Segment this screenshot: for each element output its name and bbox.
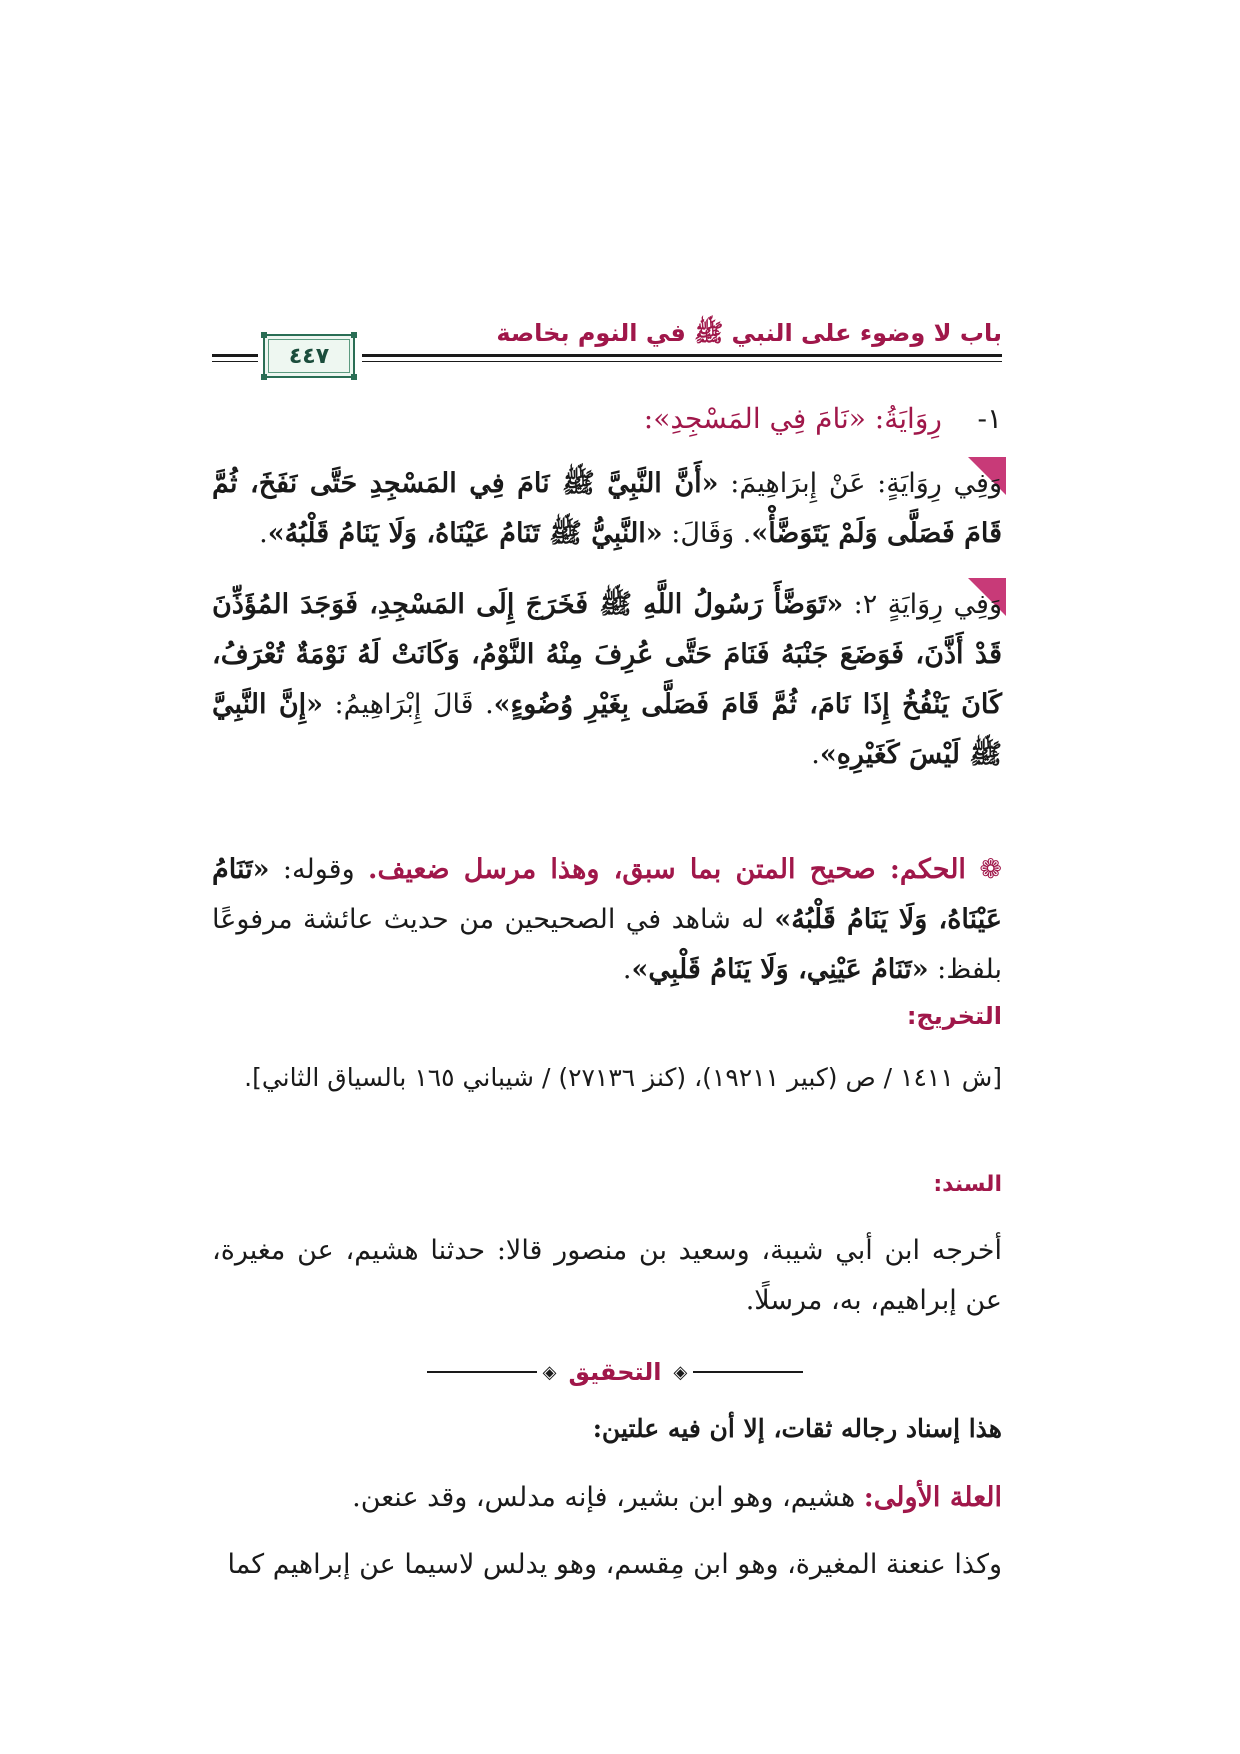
- narration-2: [212, 580, 1002, 780]
- narration-2-end: .: [811, 739, 820, 770]
- header-rule-left-thin: [212, 361, 258, 362]
- narration-1-quote-2: «النَّبِيُّ ﷺ تَنَامُ عَيْنَاهُ، وَلَا يَنَامُ قَلْبُهُ»: [267, 518, 663, 549]
- narration-2-intro: وَفِي رِوَايَةٍ ٢:: [843, 589, 1002, 620]
- sanad-text: أخرجه ابن أبي شيبة، وسعيد بن منصور قالا: حدثنا هشيم، عن مغيرة، عن إبراهيم، به، مرسلًا.: [212, 1235, 1002, 1316]
- flaw-1: [212, 1473, 1002, 1523]
- header-rule-left: [212, 354, 258, 357]
- divider-line: [693, 1371, 803, 1373]
- flaw-1-continued: وكذا عنعنة المغيرة، وهو ابن مِقسم، وهو يدلس لاسيما عن إبراهيم كما: [227, 1549, 1002, 1580]
- narration-1-quote-1: «أَنَّ النَّبِيَّ ﷺ نَامَ فِي المَسْجِدِ حَتَّى نَفَخَ، ثُمَّ قَامَ فَصَلَّى وَلَمْ يَتَوَضَّأْ»: [212, 468, 1002, 549]
- ruling-verdict: صحيح المتن بما سبق، وهذا مرسل ضعيف.: [368, 854, 876, 885]
- ruling-label: الحكم:: [875, 854, 966, 885]
- badge-corner-icon: [351, 374, 357, 380]
- header-rule-right: [362, 354, 1002, 357]
- analysis-intro: هذا إسناد رجاله ثقات، إلا أن فيه علتين:: [592, 1414, 1002, 1443]
- narration-2-quote-2: «إِنَّ النَّبِيَّ ﷺ لَيْسَ كَغَيْرِهِ»: [212, 689, 1002, 770]
- ruling-quote-1: «تَنَامُ عَيْنَاهُ، وَلَا يَنَامُ قَلْبُهُ»: [212, 854, 1002, 935]
- narration-2-quote-1: «تَوَضَّأَ رَسُولُ اللَّهِ ﷺ فَخَرَجَ إِلَى المَسْجِدِ، فَوَجَدَ المُؤَذِّنَ قَدْ أَذَّنَ، فَوَضَعَ جَنْبَهُ فَنَامَ حَتَّى عُرِفَ مِنْهُ النَّوْمُ، وَكَانَتْ لَهُ نَوْمَةٌ تُعْرَفُ، كَانَ يَنْفُخُ إِذَا نَامَ، ثُمَّ قَامَ فَصَلَّى بِغَيْرِ وُضُوءٍ»: [212, 589, 1002, 720]
- page-number-badge: [263, 334, 355, 378]
- flaw-1-label: العلة الأولى:: [863, 1482, 1002, 1513]
- narration-1-end: .: [259, 518, 268, 549]
- flower-ornament-icon: ❁: [979, 854, 1003, 885]
- divider-line: [427, 1371, 537, 1373]
- ruling-quote-2: «تَنَامُ عَيْنِي، وَلَا يَنَامُ قَلْبِي»: [631, 954, 929, 985]
- ruling-end: .: [622, 954, 632, 985]
- header-rule-right-thin: [362, 361, 1002, 362]
- page-number: ٤٤٧: [288, 343, 330, 369]
- narration-1: [212, 459, 1002, 559]
- divider-ornament-icon: ◈: [542, 1361, 557, 1383]
- badge-corner-icon: [261, 374, 267, 380]
- ruling-text-1: وقوله:: [269, 854, 369, 885]
- tahqiq-label: التحقيق: [568, 1358, 662, 1386]
- tahqiq-divider: [420, 1357, 810, 1387]
- narration-1-intro: وَفِي رِوَايَةٍ: عَنْ إِبرَاهِيمَ:: [718, 468, 1002, 499]
- takhrij-label: التخريج:: [906, 1002, 1002, 1030]
- section-number: ١-: [977, 402, 1002, 435]
- section-title: رِوَايَةُ: «نَامَ فِي المَسْجِدِ»:: [643, 402, 942, 435]
- narration-1-mid: . وَقَالَ:: [662, 518, 752, 549]
- takhrij-text: [ش ١٤١١ / ص (كبير ١٩٢١١)، (كنز ٢٧١٣٦) / شيباني ١٦٥ بالسياق الثاني].: [244, 1063, 1002, 1092]
- ruling-text-2: له شاهد في الصحيحين من حديث عائشة مرفوعًا بلفظ:: [212, 904, 1002, 985]
- divider-ornament-icon: ◈: [673, 1361, 688, 1383]
- sanad-label: السند:: [933, 1172, 1002, 1197]
- chapter-title: باب لا وضوء على النبي ﷺ في النوم بخاصة: [496, 319, 1002, 347]
- badge-corner-icon: [261, 332, 267, 338]
- flaw-1-text: هشيم، وهو ابن بشير، فإنه مدلس، وقد عنعن.: [352, 1482, 864, 1513]
- narration-2-mid: . قَالَ إِبْرَاهِيمُ:: [323, 689, 494, 720]
- section-heading: [644, 402, 1002, 435]
- ruling-paragraph: [212, 845, 1002, 995]
- badge-corner-icon: [351, 332, 357, 338]
